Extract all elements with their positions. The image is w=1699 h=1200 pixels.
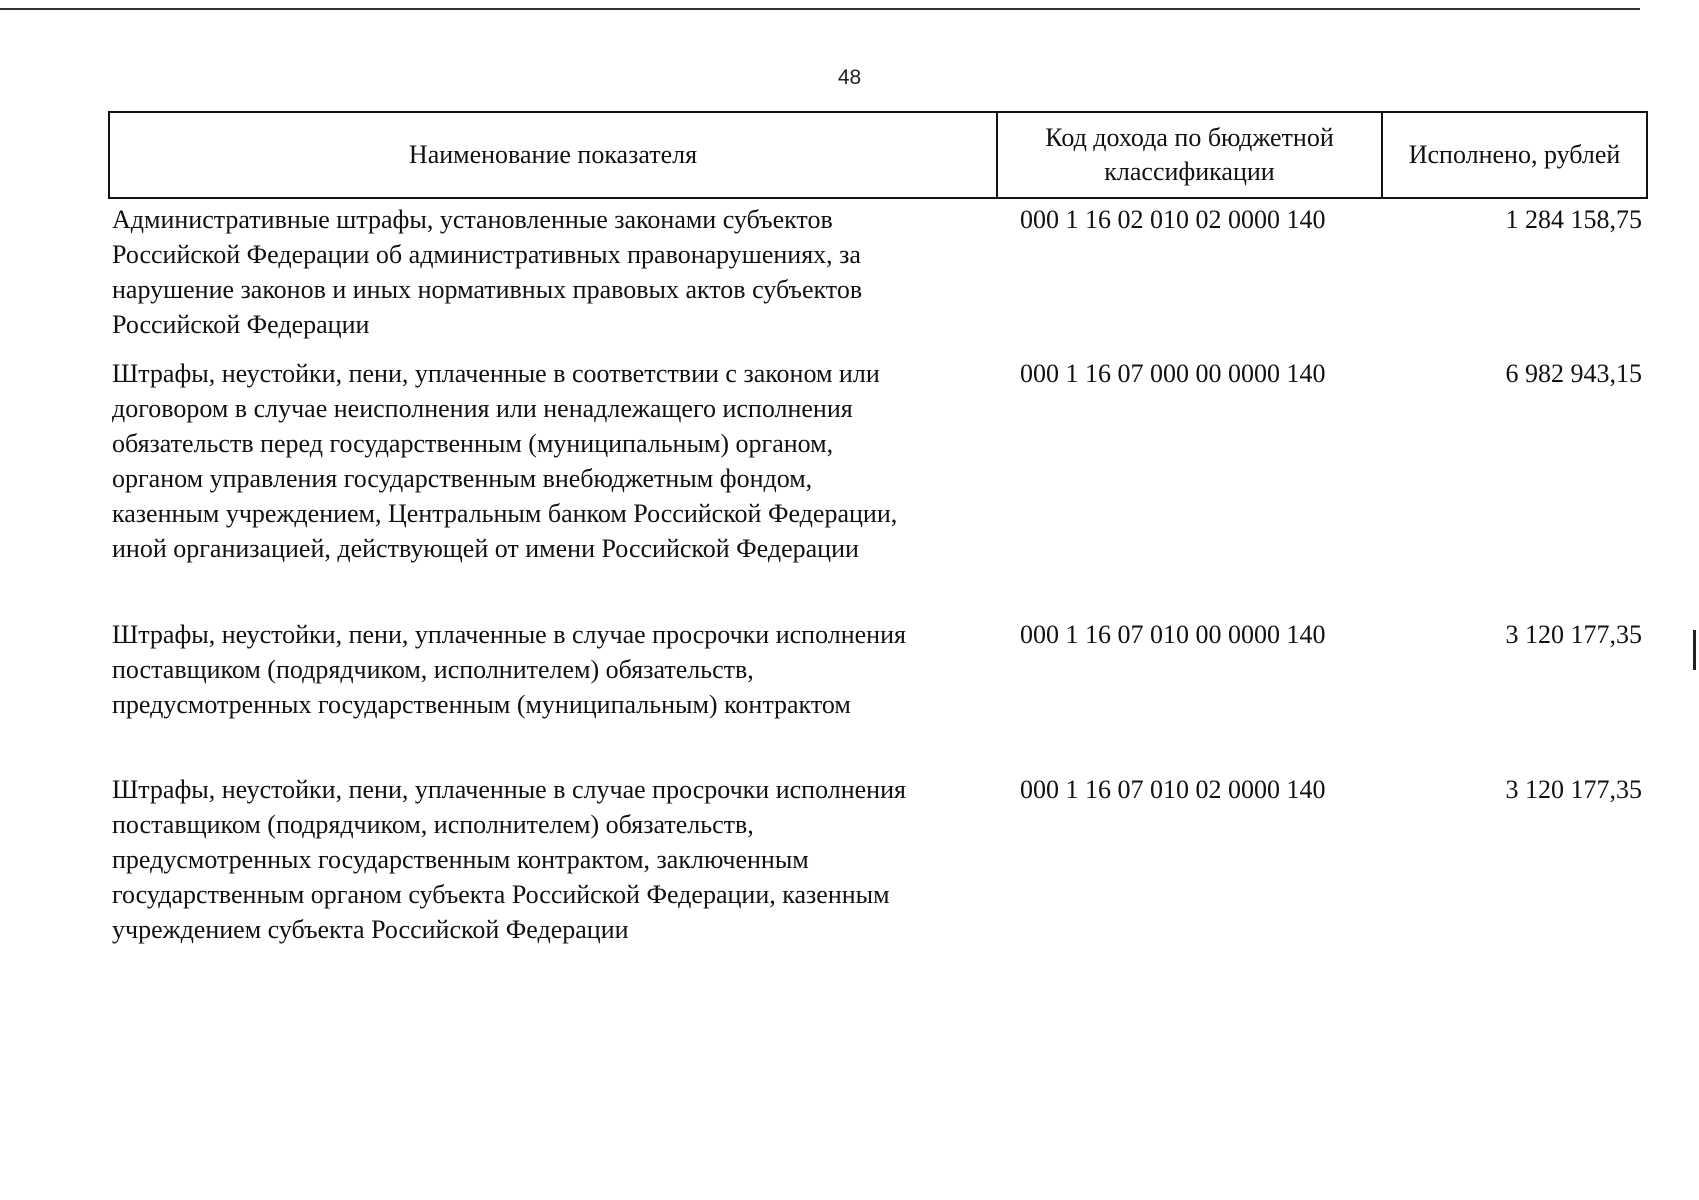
row-name-line: иной организацией, действующей от имени Российской Федерации [112, 534, 859, 563]
row-name-line: Административные штрафы, установленные законами субъектов [112, 205, 833, 234]
row-name-line: Российской Федерации об административных правонарушениях, за [112, 240, 861, 269]
header-income-code-line1: Код дохода по бюджетной [1045, 123, 1334, 152]
row-executed-amount: 3 120 177,35 [1505, 775, 1642, 804]
header-indicator-name [110, 113, 998, 197]
row-name-line: поставщиком (подрядчиком, исполнителем) обязательств, [112, 655, 754, 684]
row-name-line: поставщиком (подрядчиком, исполнителем) обязательств, [112, 810, 754, 839]
row-name-line: Штрафы, неустойки, пени, уплаченные в соответствии с законом или [112, 359, 880, 388]
scan-edge-mark [1693, 630, 1696, 670]
row-income-code: 000 1 16 07 010 02 0000 140 [1020, 775, 1326, 804]
row-name-line: государственным органом субъекта Российской Федерации, казенным [112, 880, 890, 909]
top-border-line [0, 8, 1640, 10]
header-income-code [998, 113, 1383, 197]
header-income-code-line2: классификации [1104, 157, 1275, 186]
header-executed-label: Исполнено, рублей [1408, 140, 1621, 169]
row-name-line: казенным учреждением, Центральным банком Российской Федерации, [112, 499, 898, 528]
row-indicator-name [112, 772, 1002, 947]
header-indicator-name-label: Наименование показателя [408, 140, 698, 169]
row-name-line: договором в случае неисполнения или ненадлежащего исполнения [112, 394, 853, 423]
row-name-line: предусмотренных государственным (муниципальным) контрактом [112, 690, 851, 719]
row-income-code: 000 1 16 02 010 02 0000 140 [1020, 205, 1326, 234]
row-name-line: нарушение законов и иных нормативных правовых актов субъектов [112, 275, 863, 304]
header-executed [1383, 113, 1646, 197]
row-income-code: 000 1 16 07 000 00 0000 140 [1020, 359, 1326, 388]
row-name-line: предусмотренных государственным контрактом, заключенным [112, 845, 809, 874]
row-indicator-name [112, 202, 1002, 342]
row-name-line: Штрафы, неустойки, пени, уплаченные в случае просрочки исполнения [112, 775, 906, 804]
row-executed-amount: 6 982 943,15 [1505, 359, 1642, 388]
row-income-code: 000 1 16 07 010 00 0000 140 [1020, 620, 1326, 649]
row-indicator-name [112, 356, 1002, 566]
table-header [108, 111, 1648, 199]
row-name-line: Российской Федерации [112, 310, 370, 339]
row-executed-amount: 3 120 177,35 [1505, 620, 1642, 649]
row-name-line: органом управления государственным внебюджетным фондом, [112, 464, 813, 493]
row-executed-amount: 1 284 158,75 [1505, 205, 1642, 234]
row-name-line: обязательств перед государственным (муниципальным) органом, [112, 429, 834, 458]
page-number: 48 [837, 66, 862, 89]
row-indicator-name [112, 617, 1002, 722]
row-name-line: Штрафы, неустойки, пени, уплаченные в случае просрочки исполнения [112, 620, 906, 649]
row-name-line: учреждением субъекта Российской Федерации [112, 915, 629, 944]
